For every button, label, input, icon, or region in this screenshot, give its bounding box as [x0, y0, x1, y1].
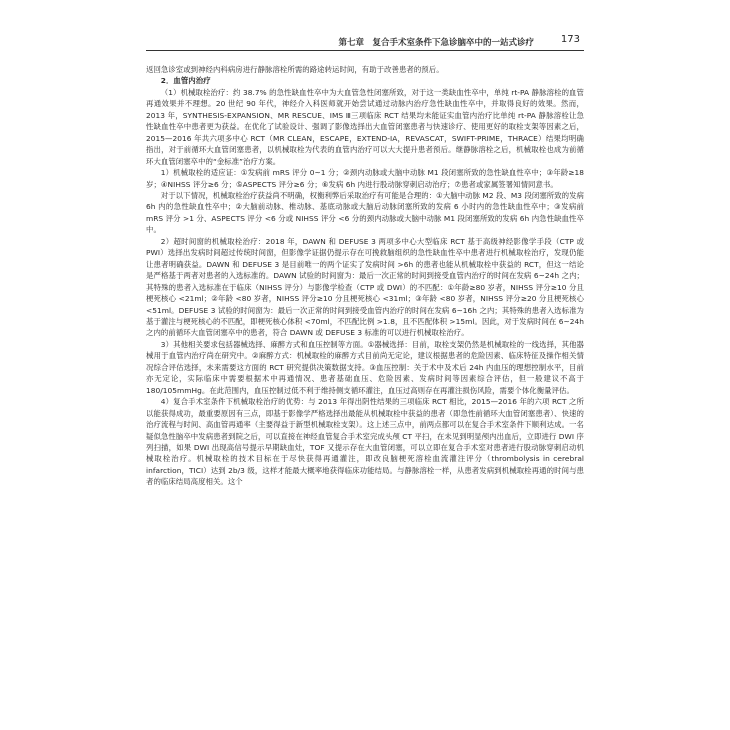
paragraph-other-requirements: 3）其他相关要求包括器械选择、麻醉方式和血压控制等方面。①器械选择：目前，取栓支架仍然是机械取栓的一线选择，其他器械用于血管内治疗尚在研究中。②麻醉方式：机械取栓的麻醉方式目前尚无定论，建议根据患者的危险因素、临床特征及操作相关情况综合评估选择，未来需要这方面的 RCT 研究提供决策数据支持。③血压控制：关于术中及术后 24h 内血压的理想控制水平，目前亦无定论，实际临床中需要根据术中再通情况、患者基础血压、危险因素、发病时间等因素综合评估，但一般建议不高于 180/105mmHg。在此范围内，血压控制过低不利于维持侧支循环灌注，血压过高则存在再灌注损伤风险，需要个体化衡量评估。	[146, 339, 584, 395]
paragraph-extended-window: 2）超时间窗的机械取栓治疗：2018 年，DAWN 和 DEFUSE 3 两项多中心大型临床 RCT 基于高级神经影像学手段（CTP 或 PWI）选择出发病时间超过传统时间窗，但影像学证据仍提示存在可挽救脑组织的急性缺血性卒中患者进行机械取栓治疗，发现仍能让患者明确获益。DAWN 和 DEFUSE 3 是目前唯一的两个证实了发病时间 >6h 的患者也能从机械取栓中获益的 RCT，但这一结论是严格基于两者对患者的入选标准的。DAWN 试验的时间窗为：最后一次正常的时间到接受血管内治疗的时间在发病 6~24h 之内；其特殊的患者入选标准在于临床（NIHSS 评分）与影像学检查（CTP 或 DWI）的不匹配：①年龄≥80 岁者，NIHSS 评分≥10 分且梗死核心 <21ml；②年龄 <80 岁者，NIHSS 评分≥10 分且梗死核心 <31ml；③年龄 <80 岁者，NIHSS 评分≥20 分且梗死核心 <51ml。DEFUSE 3 试验的时间窗为：最后一次正常的时间到接受血管内治疗的时间在发病 6~16h 之内；其特殊的患者入选标准为基于灌注与梗死核心的不匹配，即梗死核心体积 <70ml，不匹配比例 >1.8，且不匹配体积 >15ml。因此，对于发病时间在 6~24h 之内的前循环大血管闭塞卒中的患者，符合 DAWN 或 DEFUSE 3 标准的可以进行机械取栓治疗。	[146, 236, 585, 338]
paragraph-thrombectomy-intro: （1）机械取栓治疗：约 38.7% 的急性缺血性卒中为大血管急性闭塞所致，对于这一类缺血性卒中，单纯 rt-PA 静脉溶栓的血管再通效果并不理想。20 世纪 90 年代，神经介入科医师就开始尝试通过动脉内治疗急性缺血性卒中，并取得良好的效果。然而，2013 年，SYNTHESIS-EXPANSION、MR RESCUE、IMS Ⅲ三项临床 RCT 结果均未能证实血管内治疗比单纯 rt-PA 静脉溶栓让急性缺血性卒中患者更为获益。在优化了试验设计、强调了影像选择出大血管闭塞患者与快速诊疗、使用更好的取栓支架等因素之后，2015—2016 年共六项多中心 RCT（MR CLEAN，ESCAPE，EXTEND-IA，REVASCAT，SWIFT-PRIME，THRACE）结果均明确指出，对于前循环大血管闭塞患者，以机械取栓为代表的血管内治疗可以大大提升患者预后。继静脉溶栓之后，机械取栓也成为前循环大血管闭塞卒中的“金标准”治疗方案。	[146, 87, 584, 166]
section-heading-endovascular-treatment: 2．血管内治疗	[160, 76, 211, 86]
paragraph-continuation: 返回急诊室或到神经内科病房进行静脉溶栓所需的路途转运时间，有助于改善患者的预后。	[146, 65, 444, 74]
paragraph-indications: 1）机械取栓的适应证：①发病前 mRS 评分 0~1 分；②颈内动脉或大脑中动脉 M1 段闭塞所致的急性缺血性卒中；③年龄≥18 岁；④NIHSS 评分≥6 分；⑤ASPECTS 评分≥6 分；⑥发病 6h 内进行股动脉穿刺启动治疗；⑦患者或家属签署知情同意书。	[146, 168, 584, 189]
page-number: 173	[560, 34, 580, 45]
header-divider	[146, 50, 584, 51]
chapter-header-title: 第七章 复合手术室条件下急诊脑卒中的一站式诊疗	[338, 38, 534, 48]
body-text	[146, 64, 584, 488]
paragraph-hybrid-or-advantages: 4）复合手术室条件下机械取栓治疗的优势：与 2013 年得出阴性结果的三项临床 RCT 相比，2015—2016 年的六项 RCT 之所以能获得成功，最重要原因有三点，即基于影像学严格选择出最能从机械取栓中获益的患者（即急性前循环大血管闭塞患者）、快速的治疗流程与时间、高血管再通率（主要得益于新型机械取栓支架）。这上述三点中，前两点都可以在复合手术室条件下顺利达成。一名疑似急性脑卒中发病患者到院之后，可以直接在神经血管复合手术室完成头颅 CT 平扫，在未见到明显颅内出血后，立即进行 DWI 序列扫描，如果 DWI 出现高信号提示早期缺血灶，TOF 又提示存在大血管闭塞，可以立即在复合手术室对患者进行股动脉穿刺启动机械取栓治疗。机械取栓的技术目标在于尽快获得再通灌注，即改良脑梗死溶栓血流灌注评分（thrombolysis in cerebral infarction，TICI）达到 2b/3 级，这样才能最大概率地获得临床功能结局。与静脉溶栓一样，从患者发病到机械取栓再通的时间与患者的临床结局高度相关。这个	[146, 397, 584, 487]
paragraph-uncertain-benefit: 对于以下情况，机械取栓治疗获益尚不明确，权衡利弊后采取治疗有可能是合理的：①大脑中动脉 M2 段、M3 段闭塞所致的发病 6h 内的急性缺血性卒中；②大脑前动脉、椎动脉、基底动脉或大脑后动脉闭塞所致的发病 6 小时内的急性缺血性卒中；③发病前 mRS 评分 >1 分、ASPECTS 评分 <6 分或 NIHSS 评分 <6 分的颈内动脉或大脑中动脉 M1 段闭塞所致的发病 6h 内急性缺血性卒中。	[146, 190, 584, 235]
